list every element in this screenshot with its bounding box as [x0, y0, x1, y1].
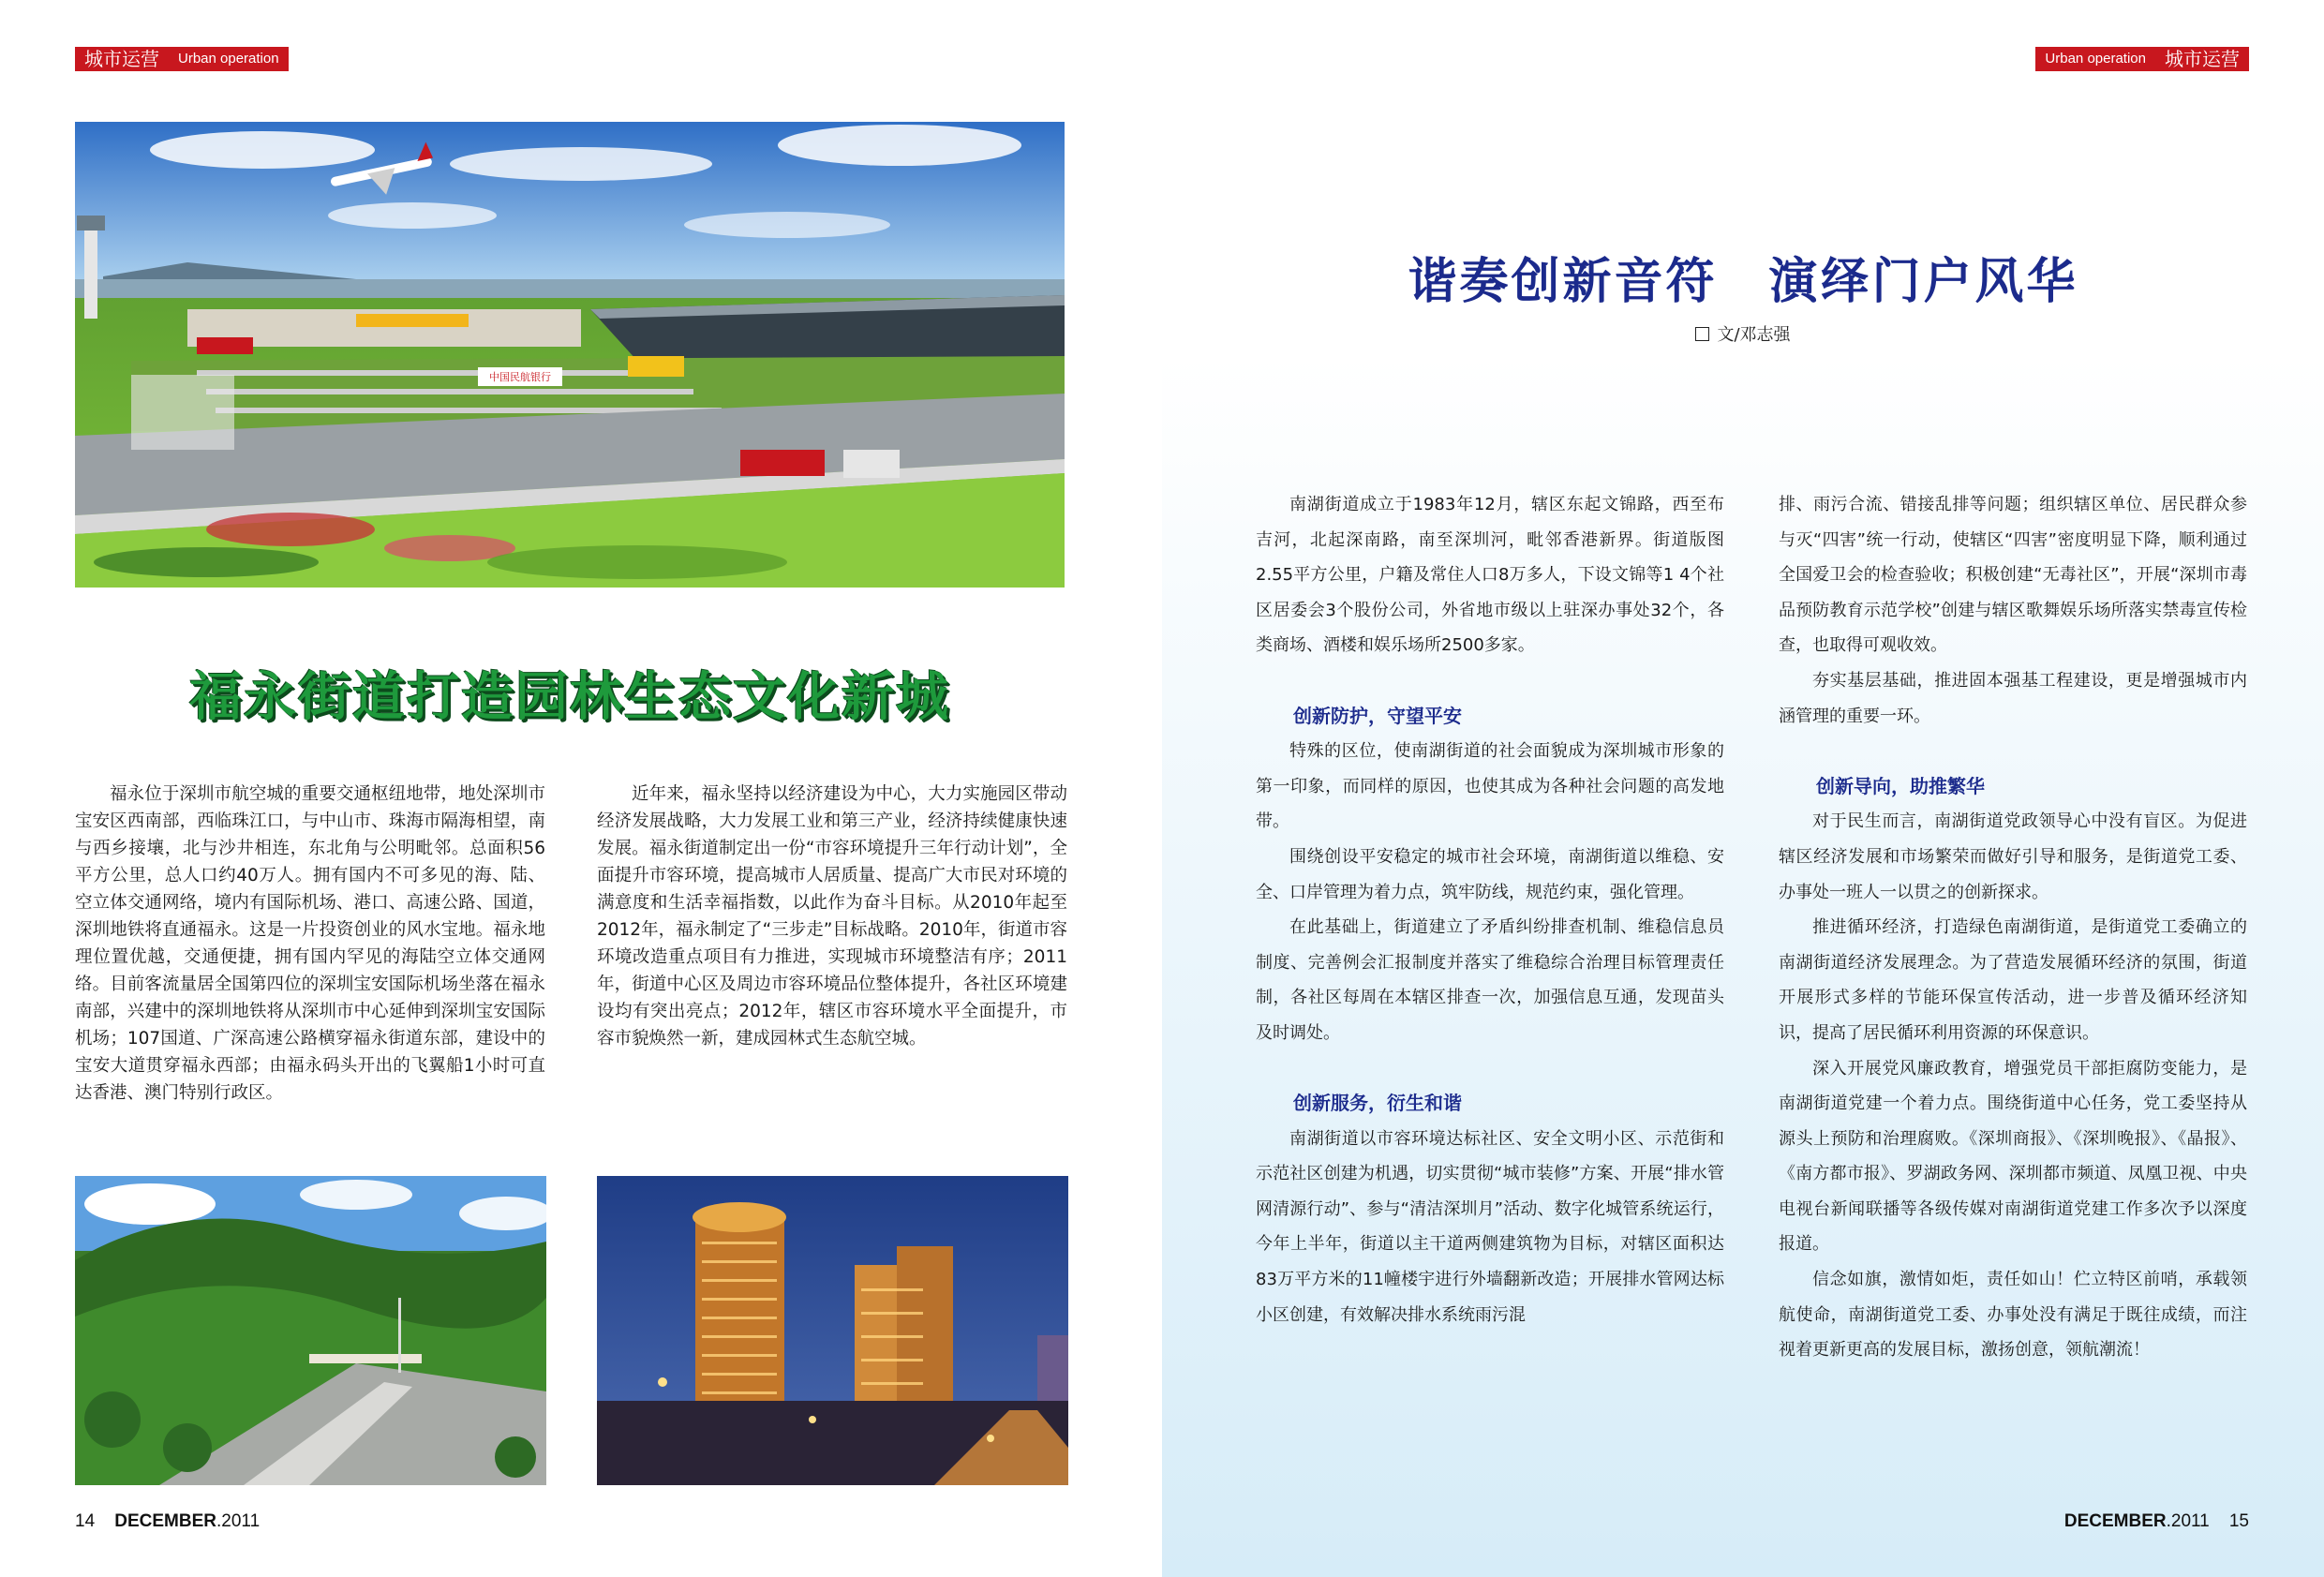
section-tag-en: Urban operation [2045, 51, 2146, 67]
hotel-night-photo [597, 1176, 1068, 1485]
right-column-2 [1779, 487, 2247, 1368]
airport-photo [75, 122, 1065, 588]
left-column-2 [597, 781, 1067, 1052]
folio-right [2064, 1511, 2249, 1532]
page-title-left: 福永街道打造园林生态文化新城 [189, 666, 950, 728]
spacer [1256, 1051, 1724, 1087]
issue-year: .2011 [216, 1511, 261, 1531]
paragraph: 推进循环经济，打造绿色南湖街道，是街道党工委确立的南湖街道经济发展理念。为了营造发展循环经济的氛围，街道开展形式多样的节能环保宣传活动，进一步普及循环经济知识，提高了居民循环利用资源的环保意识。 [1779, 917, 2247, 1043]
right-column-1 [1256, 487, 1724, 1332]
section-heading: 创新防护，守望平安 [1293, 704, 1462, 727]
section-heading: 创新服务，衍生和谐 [1293, 1092, 1462, 1115]
paragraph: 特殊的区位，使南湖街道的社会面貌成为深圳城市形象的第一印象，而同样的原因，也使其成为各种社会问题的高发地带。 [1256, 741, 1724, 832]
paragraph: 近年来，福永坚持以经济建设为中心，大力实施园区带动经济发展战略，大力发展工业和第三产业，经济持续健康快速发展。福永街道制定出一份“市容环境提升三年行动计划”，全面提升市容环境，提高城市人居质量、提高广大市民对环境的满意度和生活幸福指数，以此作为奋斗目标。从2010年起至2012年，福永制定了“三步走”目标战略。2010年，街道市容环境改造重点项目有力推进，实现城市环境整洁有序；2011年，街道中心区及周边市容环境品位整体提升，各社区环境建设均有突出亮点；2012年，辖区市容环境水平全面提升，市容市貌焕然一新，建成园林式生态航空城。 [597, 784, 1067, 1049]
section-tag-zh: 城市运营 [84, 48, 159, 70]
section-heading: 创新导向，助推繁华 [1816, 774, 1985, 797]
page-number: 15 [2228, 1511, 2249, 1531]
paragraph: 南湖街道以市容环境达标社区、安全文明小区、示范街和示范社区创建为机遇，切实贯彻“城市装修”方案、开展“排水管网清源行动”、参与“清洁深圳月”活动、数字化城管系统运行，今年上半年，街道以主干道两侧建筑物为目标，对辖区面积达83万平方米的11幢楼宇进行外墙翻新改造；开展排水管网达标小区创建，有效解决排水系统雨污混 [1256, 1128, 1724, 1325]
paragraph: 福永位于深圳市航空城的重要交通枢纽地带，地处深圳市宝安区西南部，西临珠江口，与中山市、珠海市隔海相望，南与西乡接壤，北与沙井相连，东北角与公明毗邻。总面积56平方公里，总人口约40万人。拥有国内不可多见的海、陆、空立体交通网络，境内有国际机场、港口、高速公路、国道，深圳地铁将直通福永。这是一片投资创业的风水宝地。福永地理位置优越，交通便捷，拥有国内罕见的海陆空立体交通网络。目前客流量居全国第四位的深圳宝安国际机场坐落在福永南部，兴建中的深圳地铁将从深圳市中心延伸到深圳宝安国际机场；107国道、广深高速公路横穿福永街道东部，建设中的宝安大道贯穿福永西部；由福永码头开出的飞翼船1小时可直达香港、澳门特别行政区。 [75, 784, 545, 1103]
issue-month: DECEMBER [2063, 1511, 2167, 1531]
paragraph: 夯实基层基础，推进固本强基工程建设，更是增强城市内涵管理的重要一环。 [1779, 670, 2247, 726]
photo-sign-text: 中国民航银行 [489, 371, 551, 383]
paragraph: 深入开展党风廉政教育，增强党员干部拒腐防变能力，是南湖街道党建一个着力点。围绕街道中心任务，党工委坚持从源头上预防和治理腐败。《深圳商报》、《深圳晚报》、《晶报》、《南方都市报》、罗湖政务网、深圳都市频道、凤凰卫视、中央电视台新闻联播等各级传媒对南湖街道党建工作多次予以深度报道。 [1779, 1058, 2247, 1255]
left-column-1 [75, 781, 545, 1107]
paragraph: 信念如旗，激情如炬，责任如山！伫立特区前哨，承载领航使命，南湖街道党工委、办事处没有满足于既往成绩，而注视着更新更高的发展目标，激扬创意，领航潮流！ [1779, 1270, 2247, 1361]
page-title-right: 谐奏创新音符 演绎门户风华 [1408, 254, 2078, 310]
page-number: 14 [75, 1511, 96, 1531]
section-tag-left [75, 47, 289, 71]
paragraph: 对于民生而言，南湖街道党政领导心中没有盲区。为促进辖区经济发展和市场繁荣而做好引导和服务，是街道党工委、办事处一班人一以贯之的创新探求。 [1779, 811, 2247, 902]
section-tag-right [2035, 47, 2249, 71]
byline [1162, 321, 2324, 346]
spacer [1779, 734, 2247, 769]
folio-left [75, 1511, 260, 1532]
right-page [1162, 0, 2324, 1577]
section-tag-en: Urban operation [178, 51, 279, 67]
issue-month: DECEMBER [114, 1511, 216, 1531]
paragraph: 在此基础上，街道建立了矛盾纠纷排查机制、维稳信息员制度、完善例会汇报制度并落实了维稳综合治理目标管理责任制，各社区每周在本辖区排查一次，加强信息互通，发现苗头及时调处。 [1256, 917, 1724, 1043]
spacer [1256, 663, 1724, 699]
issue-year: .2011 [2166, 1511, 2210, 1531]
byline-text: 文/邓志强 [1717, 325, 1791, 345]
mountain-photo [75, 1176, 546, 1485]
paragraph: 南湖街道成立于1983年12月，辖区东起文锦路，西至布吉河，北起深南路，南至深圳河，毗邻香港新界。街道版图2.55平方公里，户籍及常住人口8万多人，下设文锦等1 4个社区居委会3个股份公司，外省地市级以上驻深办事处32个，各类商场、酒楼和娱乐场所2500多家。 [1256, 495, 1724, 656]
square-bullet-icon [1695, 327, 1709, 341]
paragraph: 排、雨污合流、错接乱排等问题；组织辖区单位、居民群众参与灭“四害”统一行动，使辖区“四害”密度明显下降，顺利通过全国爱卫会的检查验收；积极创建“无毒社区”，开展“深圳市毒品预防教育示范学校”创建与辖区歌舞娱乐场所落实禁毒宣传检查，也取得可观收效。 [1779, 495, 2247, 656]
section-tag-zh: 城市运营 [2165, 48, 2240, 70]
paragraph: 围绕创设平安稳定的城市社会环境，南湖街道以维稳、安全、口岸管理为着力点，筑牢防线，规范约束，强化管理。 [1256, 846, 1724, 902]
